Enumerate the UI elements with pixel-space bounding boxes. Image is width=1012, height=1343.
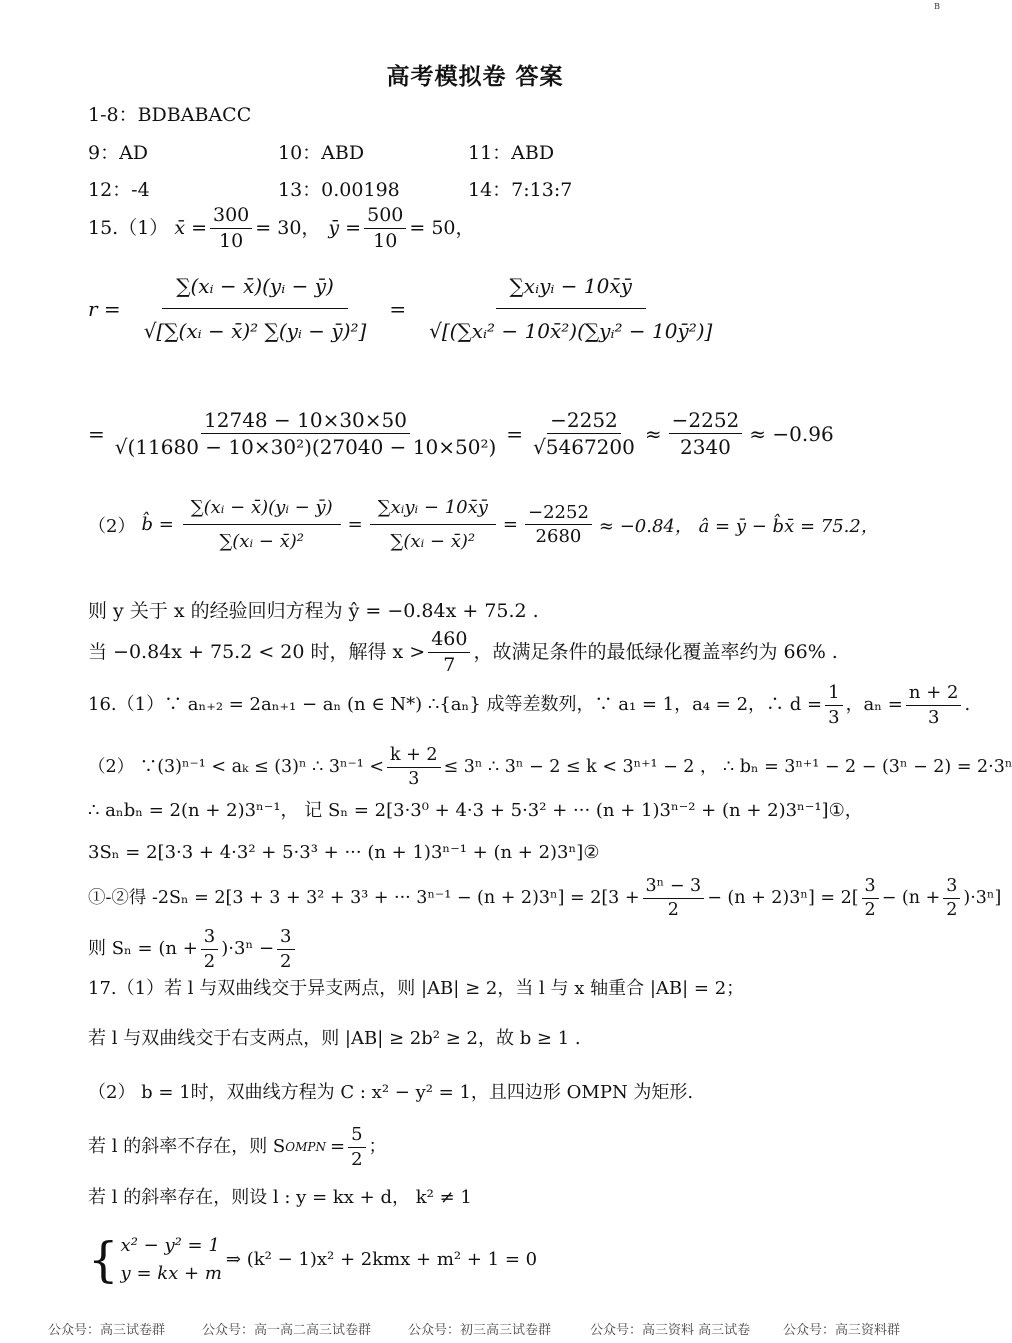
- xbar-fraction: [210, 204, 252, 253]
- q16-k-den: 3: [408, 769, 420, 789]
- q16-sub-num-3: 3: [943, 876, 960, 899]
- q15-part2-label: （2）: [88, 515, 136, 537]
- b-den-1: ∑(xᵢ − x̄)²: [219, 531, 304, 552]
- b-num-3: −2252: [525, 502, 592, 525]
- b-hat-formula: （2） b̂ = $\frac{\text{∑(xᵢ − x̄)(yᵢ − ȳ)}}{\text{∑(xᵢ − x̄)²}}$ = $\frac{\text{∑xᵢyᵢ − 10x̄ȳ}}{\text{∑(xᵢ − x̄)²}}$ = $\frac{-2252}{2680}$ ≈ −0.84， â = ȳ − b̂x̄ = 75.2，: [88, 497, 879, 552]
- answer-13: 13：0.00198: [278, 179, 400, 201]
- b-num-1: ∑(xᵢ − x̄)(yᵢ − ȳ): [183, 495, 341, 525]
- q16-res-den-1: 2: [203, 950, 216, 972]
- q16-k-num: k + 2: [387, 745, 441, 768]
- q16-sub-num-2: 3: [862, 876, 879, 899]
- q15-when-num: 460: [428, 628, 470, 653]
- q16-subtract-b: − (n + 2)3ⁿ] = 2[: [707, 888, 859, 908]
- answers-1-8: 1-8：BDBABACC: [88, 104, 252, 126]
- q16-result-b: )·3ⁿ −: [221, 938, 275, 960]
- q17-part1-b: 若 l 与双曲线交于右支两点，则 |AB| ≥ 2b² ≥ 2，故 b ≥ 1 .: [88, 1028, 581, 1049]
- r-num-1: ∑(xᵢ − x̄)(yᵢ − ȳ): [162, 270, 348, 309]
- r-den-2: √[(∑xᵢ² − 10x̄²)(∑yᵢ² − 10ȳ²)]: [429, 319, 713, 343]
- footer-text-4: 公众号：高三资料 高三试卷: [590, 1323, 751, 1338]
- q16-subtract: [88, 876, 1001, 921]
- q16-d-num: 1: [825, 682, 842, 706]
- r-label: r =: [88, 296, 121, 321]
- q16-part2: [88, 745, 1012, 790]
- q16-d-den: 3: [828, 706, 840, 728]
- xbar-result: = 30，: [255, 216, 321, 239]
- q16-k-fraction: [387, 745, 441, 790]
- q15-when-fraction: [428, 628, 470, 677]
- q16-subtract-a: ①-②得 -2Sₙ = 2[3 + 3 + 3² + 3³ + ··· 3ⁿ⁻¹ − (n + 2)3ⁿ] = 2[3 +: [88, 888, 640, 908]
- r-calc-den-3: 2340: [680, 435, 731, 459]
- q17-part2: （2） b = 1时，双曲线方程为 C : x² − y² = 1，且四边形 OMPN 为矩形.: [88, 1082, 694, 1103]
- q16-sub-frac-2: [862, 876, 879, 921]
- q16-an-label: ，aₙ =: [845, 694, 903, 716]
- q17-area-equals: =: [329, 1136, 346, 1158]
- q16-part1: [88, 682, 970, 728]
- q17-area-subscript: OMPN: [285, 1139, 326, 1154]
- q17-no-slope-text: 若 l 的斜率不存在，则 S: [88, 1136, 286, 1158]
- q16-subtract-d: )·3ⁿ]: [963, 888, 1002, 908]
- regression-equation: 则 y 关于 x 的经验回归方程为 ŷ = −0.84x + 75.2 .: [88, 600, 539, 622]
- q16-an-num: n + 2: [906, 682, 962, 706]
- r-calc-num-1: 12748 − 10×30×50: [201, 408, 410, 434]
- q17-system-eq1: x² − y² = 1: [120, 1235, 220, 1256]
- r-calc-fraction-3: [669, 408, 743, 459]
- b-result: ≈ −0.84， â = ȳ − b̂x̄ = 75.2，: [598, 515, 879, 537]
- answer-9: 9：AD: [88, 142, 149, 164]
- q15-label: 15.（1）: [88, 216, 169, 239]
- q16-part1-end: .: [964, 694, 971, 716]
- xbar-den: 10: [219, 229, 244, 252]
- answer-12: 12：-4: [88, 179, 150, 201]
- ybar-den: 10: [373, 229, 398, 252]
- b-den-2: ∑(xᵢ − x̄)²: [390, 531, 476, 552]
- q16-result: [88, 926, 298, 972]
- q16-sub-frac-1: [643, 876, 705, 921]
- b-num-2: ∑xᵢyᵢ − 10x̄ȳ: [370, 495, 496, 525]
- footer-text-5: 公众号：高三资料群: [783, 1323, 901, 1338]
- footer-text-3: 公众号：初三高三试卷群: [408, 1323, 552, 1338]
- q16-part1-text: 16.（1）∵ aₙ₊₂ = 2aₙ₊₁ − aₙ (n ∈ N*) ∴{aₙ} 成等差数列，∵ a₁ = 1，a₄ = 2，∴ d =: [88, 694, 823, 716]
- r-fraction-2: [415, 270, 726, 347]
- r-fraction-1: [130, 270, 381, 347]
- q16-sub-den-3: 2: [946, 900, 958, 920]
- answer-14: 14：7:13:7: [468, 179, 573, 201]
- r-calc-num-3: −2252: [669, 408, 743, 434]
- r-calc-den-1: √(11680 − 10×30²)(27040 − 10×50²): [114, 435, 497, 459]
- q17-area-fraction: [348, 1124, 365, 1170]
- q16-result-a: 则 Sₙ = (n +: [88, 938, 198, 960]
- b-den-3: 2680: [535, 526, 582, 547]
- q17-no-slope-end: ；: [368, 1136, 387, 1158]
- q17-system-result: ⇒ (k² − 1)x² + 2kmx + m² + 1 = 0: [225, 1249, 538, 1271]
- q16-sub-num-1: 3ⁿ − 3: [643, 876, 705, 899]
- q16-res-den-2: 2: [280, 950, 292, 972]
- q15-means: 15.（1） x̄ = $\frac{300}{10}$ = 30， ȳ = $\frac{500}{10}$ = 50，: [88, 204, 475, 252]
- r-calc-fraction-2: [530, 408, 638, 459]
- q16-res-frac-2: [277, 926, 294, 972]
- q16-sub-den-1: 2: [667, 900, 679, 920]
- q17-area-num: 5: [348, 1124, 365, 1148]
- xbar-num: 300: [210, 204, 252, 229]
- b-fraction-3: [525, 502, 592, 547]
- corner-mark: B: [934, 2, 940, 11]
- answer-10: 10：ABD: [278, 142, 365, 164]
- r-num-2: ∑xᵢyᵢ − 10x̄ȳ: [496, 270, 646, 309]
- r-den-1: √[∑(xᵢ − x̄)² ∑(yᵢ − ȳ)²]: [143, 319, 367, 343]
- q16-sub-den-2: 2: [864, 900, 876, 920]
- q16-sum-def: ∴ aₙbₙ = 2(n + 2)3ⁿ⁻¹， 记 Sₙ = 2[3·3⁰ + 4·3 + 5·3² + ··· (n + 1)3ⁿ⁻² + (n + 2)3ⁿ⁻¹]①，: [88, 800, 863, 821]
- r-calculation: = $\frac{12748 - 10\times 30\times 50}{\text{√(11680 − 10×30²)(27040 − 10×50²)}}$ = $\frac{-2252}{√5467200}$ ≈ $\frac{-2252}{2340}$ ≈ −0.96: [88, 408, 834, 459]
- q16-an-fraction: [906, 682, 962, 728]
- q17-part1-a: 17.（1）若 l 与双曲线交于异支两点，则 |AB| ≥ 2，当 l 与 x 轴重合 |AB| = 2；: [88, 978, 745, 999]
- q17-system: [88, 1232, 537, 1288]
- footer-watermarks: [0, 1319, 950, 1339]
- q15-when-den: 7: [443, 653, 456, 676]
- r-calc-den-2: √5467200: [533, 435, 635, 459]
- ybar-result: = 50，: [409, 216, 475, 239]
- r-calc-fraction-1: [112, 408, 500, 459]
- b-fraction-2: [370, 495, 496, 554]
- q15-conclusion: [88, 628, 838, 677]
- q16-d-fraction: [825, 682, 842, 728]
- q16-res-num-2: 3: [277, 926, 294, 950]
- q16-part2-text-a: （2） ∵(3)ⁿ⁻¹ < aₖ ≤ (3)ⁿ ∴ 3ⁿ⁻¹ <: [88, 757, 385, 777]
- q17-system-equations: [121, 1232, 222, 1288]
- ybar-fraction: [364, 204, 406, 253]
- q16-res-num-1: 3: [201, 926, 218, 950]
- q16-an-den: 3: [927, 706, 940, 728]
- q16-subtract-c: − (n +: [881, 888, 941, 908]
- q17-no-slope: [88, 1124, 387, 1170]
- q16-part2-text-b: ≤ 3ⁿ ∴ 3ⁿ − 2 ≤ k < 3ⁿ⁺¹ − 2 ， ∴ bₙ = 3ⁿ⁺¹ − 2 − (3ⁿ − 2) = 2·3ⁿ: [443, 757, 1012, 777]
- q17-system-eq2: y = kx + m: [120, 1262, 222, 1284]
- q16-3sn: 3Sₙ = 2[3·3 + 4·3² + 5·3³ + ··· (n + 1)3ⁿ⁻¹ + (n + 2)3ⁿ]②: [88, 842, 600, 863]
- answer-11: 11：ABD: [468, 142, 555, 164]
- r-result: ≈ −0.96: [749, 421, 834, 446]
- q16-res-frac-1: [201, 926, 218, 972]
- brace-icon: {: [88, 1231, 119, 1288]
- q15-when-text: 当 −0.84x + 75.2 < 20 时，解得 x >: [88, 640, 426, 663]
- q16-sub-frac-3: [943, 876, 960, 921]
- q15-conclusion-text: ，故满足条件的最低绿化覆盖率约为 66% .: [473, 640, 838, 663]
- page-title: 高考模拟卷 答案: [386, 63, 564, 90]
- r-formula: r = $\frac{\text{∑(xᵢ − x̄)(yᵢ − ȳ)}}{\text{√[∑(xᵢ − x̄)² ∑(yᵢ − ȳ)²]}}$ = $\frac{\text{∑xᵢyᵢ − 10x̄ȳ}}{\text{√[(∑xᵢ² − 10x̄²)(∑yᵢ² − 10ȳ²)]}}$: [88, 270, 729, 347]
- footer-text-1: 公众号：高三试卷群: [48, 1323, 166, 1338]
- ybar-num: 500: [364, 204, 406, 229]
- q17-area-den: 2: [351, 1148, 363, 1170]
- r-calc-num-2: −2252: [547, 408, 621, 434]
- footer-text-2: 公众号：高一高二高三试卷群: [202, 1323, 372, 1338]
- q17-slope-exists: 若 l 的斜率存在，则设 l : y = kx + d， k² ≠ 1: [88, 1187, 472, 1208]
- b-fraction-1: [183, 495, 341, 554]
